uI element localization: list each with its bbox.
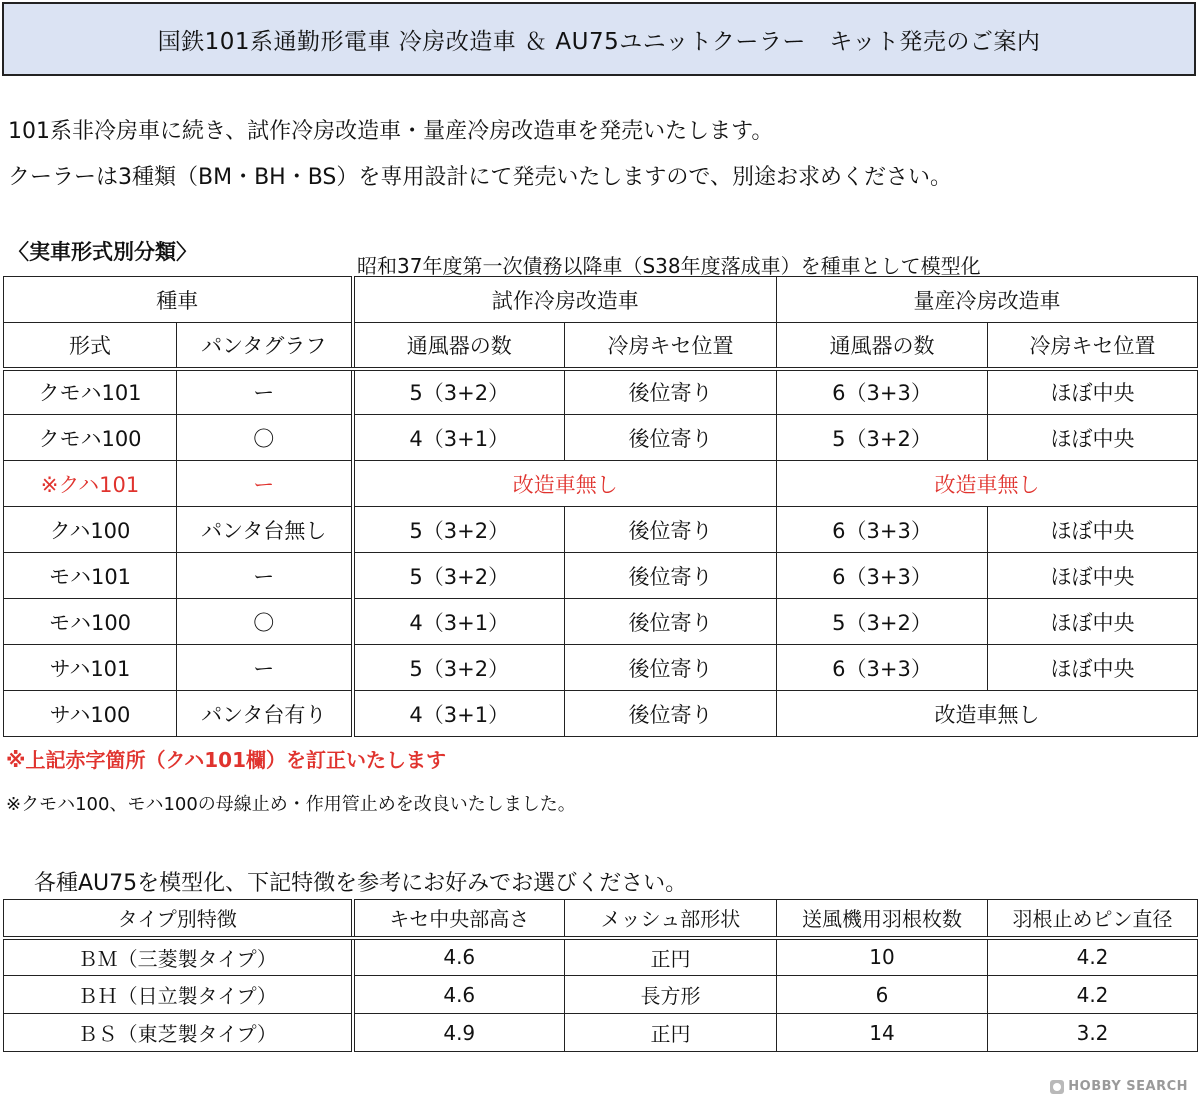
- cell-pin-diameter: 3.2: [988, 1014, 1198, 1052]
- car-classification-table: [3, 276, 1198, 737]
- cell-prod-vents: 6（3+3）: [777, 645, 988, 691]
- cell-model: モハ100: [4, 599, 177, 645]
- cell-proto-vents: 5（3+2）: [353, 553, 565, 599]
- cell-fan-blades: 10: [777, 938, 988, 976]
- cooler-intro: 各種AU75を模型化、下記特徴を参考にお好みでお選びください。: [34, 871, 688, 896]
- cell-fan-blades: 6: [777, 976, 988, 1014]
- cell-model: クハ100: [4, 507, 177, 553]
- cell-prod-position: ほぼ中央: [988, 507, 1198, 553]
- cell-proto-vents: 4（3+1）: [353, 415, 565, 461]
- cell-pantograph: ー: [177, 461, 353, 507]
- header-pin-diameter: 羽根止めピン直径: [988, 900, 1198, 938]
- cell-pantograph: ー: [177, 369, 353, 415]
- cell-pantograph: ー: [177, 553, 353, 599]
- hobby-search-logo-icon: [1050, 1080, 1064, 1094]
- table-row: [4, 1014, 1198, 1052]
- cell-pin-diameter: 4.2: [988, 938, 1198, 976]
- header-vent-count: 通風器の数: [353, 323, 565, 369]
- cell-casing-height: 4.9: [353, 1014, 565, 1052]
- cell-prod-vents: 6（3+3）: [777, 507, 988, 553]
- cell-type: ＢＭ（三菱製タイプ）: [4, 938, 353, 976]
- cell-proto-position: 後位寄り: [565, 507, 777, 553]
- cooler-feature-table: [3, 899, 1198, 1052]
- cell-proto-position: 後位寄り: [565, 645, 777, 691]
- cell-prod-position: ほぼ中央: [988, 599, 1198, 645]
- cell-proto-vents: 4（3+1）: [353, 691, 565, 737]
- cell-type: ＢＨ（日立製タイプ）: [4, 976, 353, 1014]
- cell-model: ※クハ101: [4, 461, 177, 507]
- table-row: [4, 599, 1198, 645]
- cell-proto-vents: 4（3+1）: [353, 599, 565, 645]
- cell-proto-position: 後位寄り: [565, 553, 777, 599]
- header-cooler-position: 冷房キセ位置: [988, 323, 1198, 369]
- intro-line-2: クーラーは3種類（BM・BH・BS）を専用設計にて発売いたしますので、別途お求めください。: [8, 165, 952, 190]
- watermark: [1050, 1079, 1188, 1094]
- cell-model: クモハ101: [4, 369, 177, 415]
- header-mesh-shape: メッシュ部形状: [565, 900, 777, 938]
- table-row: [4, 645, 1198, 691]
- table-row: [4, 553, 1198, 599]
- cell-proto-vents: 5（3+2）: [353, 369, 565, 415]
- header-casing-height: キセ中央部高さ: [353, 900, 565, 938]
- page-title-box: [2, 2, 1196, 76]
- improvement-note: ※クモハ100、モハ100の母線止め・作用管止めを改良いたしました。: [6, 794, 576, 815]
- table-row: [4, 415, 1198, 461]
- cell-mesh-shape: 正円: [565, 1014, 777, 1052]
- cell-proto-vents: 5（3+2）: [353, 507, 565, 553]
- cooler-header-row: [4, 900, 1198, 938]
- header-model: 形式: [4, 323, 177, 369]
- cell-mesh-shape: 長方形: [565, 976, 777, 1014]
- cell-prod-position: ほぼ中央: [988, 553, 1198, 599]
- cell-proto-position: 後位寄り: [565, 415, 777, 461]
- cell-proto-position: 後位寄り: [565, 691, 777, 737]
- cell-type: ＢＳ（東芝製タイプ）: [4, 1014, 353, 1052]
- header-type: タイプ別特徴: [4, 900, 353, 938]
- cell-pin-diameter: 4.2: [988, 976, 1198, 1014]
- cell-model: モハ101: [4, 553, 177, 599]
- table-row: [4, 691, 1198, 737]
- watermark-text: HOBBY SEARCH: [1068, 1079, 1188, 1094]
- intro-line-1: 101系非冷房車に続き、試作冷房改造車・量産冷房改造車を発売いたします。: [8, 119, 774, 144]
- cell-pantograph: パンタ台無し: [177, 507, 353, 553]
- cell-prod-position: ほぼ中央: [988, 369, 1198, 415]
- cell-prod-position: ほぼ中央: [988, 645, 1198, 691]
- group-header-row: [4, 277, 1198, 323]
- cell-model: サハ101: [4, 645, 177, 691]
- correction-notice: ※上記赤字箇所（クハ101欄）を訂正いたします: [6, 748, 446, 772]
- header-fan-blades: 送風機用羽根枚数: [777, 900, 988, 938]
- header-cooler-position: 冷房キセ位置: [565, 323, 777, 369]
- cell-prod-none: 改造車無し: [777, 691, 1198, 737]
- cell-casing-height: 4.6: [353, 938, 565, 976]
- header-pantograph: パンタグラフ: [177, 323, 353, 369]
- sub-header-row: [4, 323, 1198, 369]
- cell-prod-none: 改造車無し: [777, 461, 1198, 507]
- table-row: [4, 369, 1198, 415]
- cell-proto-position: 後位寄り: [565, 599, 777, 645]
- group-header-prototype: 試作冷房改造車: [353, 277, 777, 323]
- table-row: [4, 507, 1198, 553]
- section-heading: 〈実車形式別分類〉: [8, 240, 197, 264]
- cell-prod-position: ほぼ中央: [988, 415, 1198, 461]
- table-row: [4, 938, 1198, 976]
- cell-mesh-shape: 正円: [565, 938, 777, 976]
- seed-car-note: 昭和37年度第一次債務以降車（S38年度落成車）を種車として模型化: [357, 254, 981, 278]
- cell-prod-vents: 5（3+2）: [777, 415, 988, 461]
- cell-proto-position: 後位寄り: [565, 369, 777, 415]
- table-row: [4, 976, 1198, 1014]
- cell-proto-none: 改造車無し: [353, 461, 777, 507]
- page-title: 国鉄101系通勤形電車 冷房改造車 ＆ AU75ユニットクーラー キット発売のご案内: [157, 28, 1041, 55]
- group-header-base: 種車: [4, 277, 353, 323]
- cell-pantograph: 〇: [177, 599, 353, 645]
- header-vent-count: 通風器の数: [777, 323, 988, 369]
- cell-pantograph: 〇: [177, 415, 353, 461]
- group-header-production: 量産冷房改造車: [777, 277, 1198, 323]
- cell-prod-vents: 5（3+2）: [777, 599, 988, 645]
- cell-prod-vents: 6（3+3）: [777, 369, 988, 415]
- cell-prod-vents: 6（3+3）: [777, 553, 988, 599]
- cell-proto-vents: 5（3+2）: [353, 645, 565, 691]
- cell-pantograph: ー: [177, 645, 353, 691]
- cell-fan-blades: 14: [777, 1014, 988, 1052]
- cell-model: クモハ100: [4, 415, 177, 461]
- cell-casing-height: 4.6: [353, 976, 565, 1014]
- cell-model: サハ100: [4, 691, 177, 737]
- cell-pantograph: パンタ台有り: [177, 691, 353, 737]
- table-row-corrected: [4, 461, 1198, 507]
